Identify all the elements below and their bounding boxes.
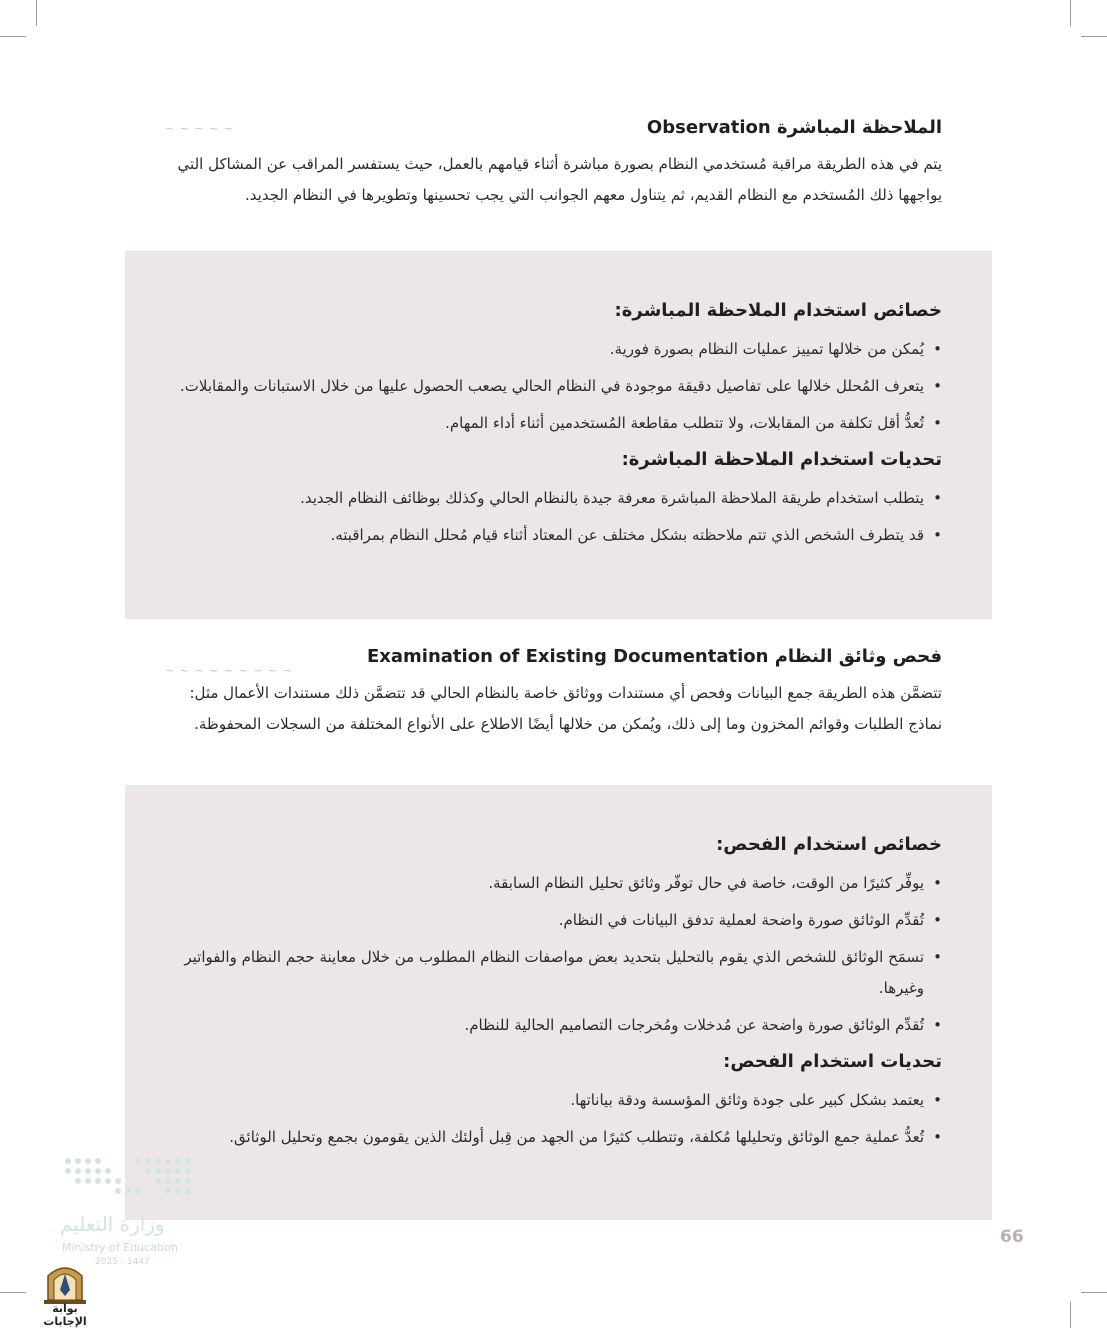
- list-item: • يتعرف المُحلل خلالها على تفاصيل دقيقة موجودة في النظام الحالي يصعب الحصول عليها من خلال الاستبانات والمقابلات.: [160, 371, 924, 402]
- crop-mark: [0, 36, 26, 37]
- section-title: الملاحظة المباشرة Observation: [646, 117, 942, 138]
- list-item: • يوفِّر كثيرًا من الوقت، خاصة في حال توفّر وثائق تحليل النظام السابقة.: [160, 868, 924, 899]
- section-title: فحص وثائق النظام Examination of Existing Documentation: [366, 646, 942, 667]
- list-item: • يتطلب استخدام طريقة الملاحظة المباشرة معرفة جيدة بالنظام الحالي وكذلك بوظائف النظام الجديد.: [160, 483, 924, 514]
- features-list: [160, 868, 942, 1041]
- crop-mark: [36, 0, 37, 26]
- list-item: • تُعدُّ أقل تكلفة من المقابلات، ولا تتطلب مقاطعة المُستخدمين أثناء أداء المهام.: [160, 408, 924, 439]
- list-item: • تُعدُّ عملية جمع الوثائق وتحليلها مُكلفة، وتتطلب كثيرًا من الجهد من قِبل أولئك الذين يقومون بجمع وتحليل الوثائق.: [160, 1122, 924, 1153]
- ministry-name-en: Ministry of Education: [62, 1241, 179, 1254]
- crop-mark: [1081, 1292, 1107, 1293]
- list-item: • قد يتطرف الشخص الذي تتم ملاحظته بشكل مختلف عن المعتاد أثناء قيام مُحلل النظام بمراقبته.: [160, 520, 924, 551]
- list-item: • يُمكن من خلالها تمييز عمليات النظام بصورة فورية.: [160, 334, 924, 365]
- crop-mark: [1081, 36, 1107, 37]
- section-body: تتضمَّن هذه الطريقة جمع البيانات وفحص أي مستندات ووثائق خاصة بالنظام الحالي قد تتضمَّن ذلك مستندات الأعمال مثل: نماذج الطلبات وقوائم المخزون وما إلى ذلك، ويُمكن من خلالها أيضًا الاطلاع على الأنواع المختلفة من السجلات المحفوظة.: [189, 684, 942, 733]
- documentation-section: [160, 644, 942, 740]
- crop-mark: [1070, 1302, 1071, 1328]
- answers-portal-label: بوابة الإجابات: [43, 1302, 87, 1328]
- features-title: خصائص استخدام الفحص:: [716, 834, 942, 855]
- edition-year: 2025 - 1447: [95, 1257, 150, 1267]
- ghost-text: ~ ~ ~ ~ ~: [165, 122, 235, 135]
- list-item: • تُقدِّم الوثائق صورة واضحة لعملية تدفق البيانات في النظام.: [160, 905, 924, 936]
- features-list: [160, 334, 942, 439]
- ministry-logo-icon: [62, 1155, 197, 1200]
- challenges-list: [160, 483, 942, 551]
- crop-mark: [1070, 0, 1071, 26]
- section-body: يتم في هذه الطريقة مراقبة مُستخدمي النظام بصورة مباشرة أثناء قيامهم بالعمل، حيث يستفسر المراقب عن المشاكل التي يواجهها ذلك المُستخدم مع النظام القديم، ثم يتناول معهم الجوانب التي يجب تحسينها وتطويرها في النظام الجديد.: [177, 155, 942, 204]
- page-number: 66: [1000, 1227, 1024, 1247]
- features-title: خصائص استخدام الملاحظة المباشرة:: [614, 300, 942, 321]
- list-item: • تسمَح الوثائق للشخص الذي يقوم بالتحليل بتحديد بعض مواصفات النظام المطلوب من خلال معاينة حجم النظام والفواتير وغيرها.: [160, 942, 924, 1004]
- ghost-text: ~ ~ ~ ~ ~ ~ ~ ~ ~: [165, 664, 293, 677]
- challenges-title: تحديات استخدام الفحص:: [723, 1051, 942, 1072]
- documentation-box-content: [160, 832, 942, 1159]
- list-item: • يعتمد بشكل كبير على جودة وثائق المؤسسة ودقة بياناتها.: [160, 1085, 924, 1116]
- observation-box-content: [160, 298, 942, 557]
- challenges-list: [160, 1085, 942, 1153]
- list-item: • تُقدِّم الوثائق صورة واضحة عن مُدخلات ومُخرجات التصاميم الحالية للنظام.: [160, 1010, 924, 1041]
- crop-mark: [0, 1292, 26, 1293]
- ministry-name-ar: وزارة التعليم: [60, 1212, 165, 1236]
- observation-section: [160, 115, 942, 211]
- challenges-title: تحديات استخدام الملاحظة المباشرة:: [621, 449, 942, 470]
